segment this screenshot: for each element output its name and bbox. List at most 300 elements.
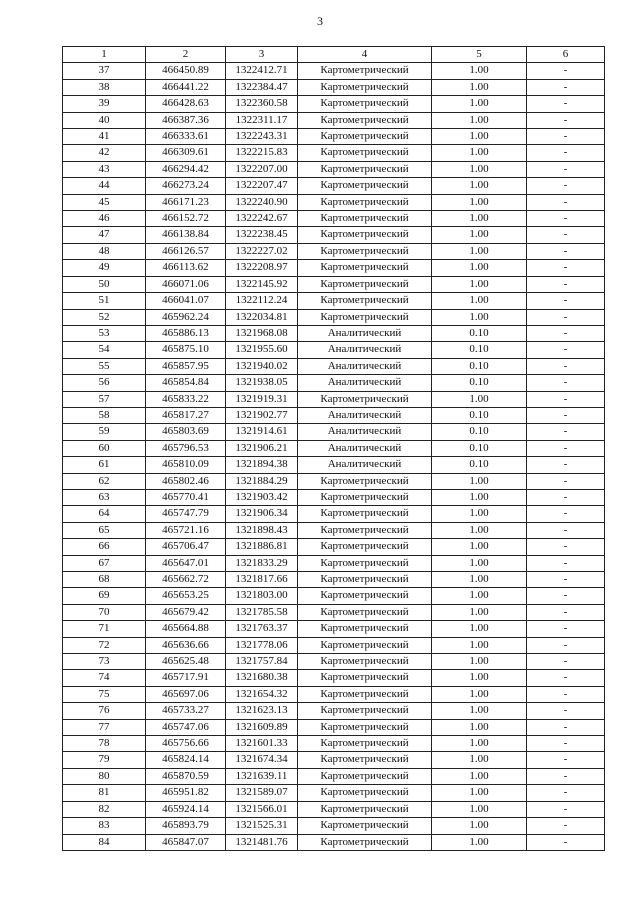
method-cell: Картометрический — [298, 522, 432, 538]
y-coordinate-cell: 1321894.38 — [226, 457, 298, 473]
table-row — [63, 834, 605, 850]
point-number-cell: 56 — [63, 375, 146, 391]
accuracy-cell: 1.00 — [432, 276, 527, 292]
table-row — [63, 63, 605, 79]
method-cell: Картометрический — [298, 752, 432, 768]
point-number-cell: 67 — [63, 555, 146, 571]
accuracy-cell: 1.00 — [432, 63, 527, 79]
column-header-1: 1 — [63, 47, 146, 63]
coordinates-table — [62, 46, 605, 851]
table-row — [63, 161, 605, 177]
table-body — [63, 63, 605, 851]
note-cell: - — [527, 407, 605, 423]
method-cell: Картометрический — [298, 654, 432, 670]
table-row — [63, 260, 605, 276]
table-row — [63, 768, 605, 784]
method-cell: Картометрический — [298, 703, 432, 719]
accuracy-cell: 1.00 — [432, 604, 527, 620]
y-coordinate-cell: 1321623.13 — [226, 703, 298, 719]
note-cell: - — [527, 489, 605, 505]
note-cell: - — [527, 276, 605, 292]
table-row — [63, 293, 605, 309]
table-row — [63, 539, 605, 555]
y-coordinate-cell: 1321955.60 — [226, 342, 298, 358]
point-number-cell: 49 — [63, 260, 146, 276]
point-number-cell: 74 — [63, 670, 146, 686]
y-coordinate-cell: 1321898.43 — [226, 522, 298, 538]
point-number-cell: 65 — [63, 522, 146, 538]
y-coordinate-cell: 1321674.34 — [226, 752, 298, 768]
y-coordinate-cell: 1321654.32 — [226, 686, 298, 702]
method-cell: Картометрический — [298, 227, 432, 243]
table-row — [63, 473, 605, 489]
x-coordinate-cell: 465893.79 — [146, 818, 226, 834]
table-row — [63, 243, 605, 259]
table-row — [63, 506, 605, 522]
note-cell: - — [527, 112, 605, 128]
point-number-cell: 60 — [63, 440, 146, 456]
note-cell: - — [527, 736, 605, 752]
point-number-cell: 48 — [63, 243, 146, 259]
note-cell: - — [527, 161, 605, 177]
accuracy-cell: 1.00 — [432, 129, 527, 145]
accuracy-cell: 1.00 — [432, 211, 527, 227]
note-cell: - — [527, 243, 605, 259]
accuracy-cell: 1.00 — [432, 194, 527, 210]
x-coordinate-cell: 465796.53 — [146, 440, 226, 456]
x-coordinate-cell: 465770.41 — [146, 489, 226, 505]
accuracy-cell: 1.00 — [432, 670, 527, 686]
accuracy-cell: 1.00 — [432, 539, 527, 555]
x-coordinate-cell: 465802.46 — [146, 473, 226, 489]
note-cell: - — [527, 506, 605, 522]
note-cell: - — [527, 194, 605, 210]
table-row — [63, 325, 605, 341]
point-number-cell: 51 — [63, 293, 146, 309]
x-coordinate-cell: 466441.22 — [146, 79, 226, 95]
point-number-cell: 57 — [63, 391, 146, 407]
column-header-6: 6 — [527, 47, 605, 63]
table-row — [63, 703, 605, 719]
method-cell: Аналитический — [298, 342, 432, 358]
y-coordinate-cell: 1321919.31 — [226, 391, 298, 407]
y-coordinate-cell: 1321763.37 — [226, 621, 298, 637]
accuracy-cell: 1.00 — [432, 391, 527, 407]
note-cell: - — [527, 686, 605, 702]
table-header — [63, 47, 605, 63]
point-number-cell: 80 — [63, 768, 146, 784]
table-row — [63, 211, 605, 227]
column-header-2: 2 — [146, 47, 226, 63]
table-row — [63, 129, 605, 145]
y-coordinate-cell: 1321525.31 — [226, 818, 298, 834]
note-cell: - — [527, 211, 605, 227]
method-cell: Картометрический — [298, 178, 432, 194]
x-coordinate-cell: 465706.47 — [146, 539, 226, 555]
accuracy-cell: 0.10 — [432, 407, 527, 423]
point-number-cell: 38 — [63, 79, 146, 95]
y-coordinate-cell: 1321886.81 — [226, 539, 298, 555]
method-cell: Картометрический — [298, 211, 432, 227]
method-cell: Аналитический — [298, 407, 432, 423]
x-coordinate-cell: 465747.06 — [146, 719, 226, 735]
x-coordinate-cell: 466113.62 — [146, 260, 226, 276]
method-cell: Картометрический — [298, 572, 432, 588]
x-coordinate-cell: 466138.84 — [146, 227, 226, 243]
x-coordinate-cell: 465653.25 — [146, 588, 226, 604]
method-cell: Картометрический — [298, 539, 432, 555]
x-coordinate-cell: 465625.48 — [146, 654, 226, 670]
y-coordinate-cell: 1321757.84 — [226, 654, 298, 670]
method-cell: Картометрический — [298, 309, 432, 325]
method-cell: Картометрический — [298, 391, 432, 407]
point-number-cell: 81 — [63, 785, 146, 801]
accuracy-cell: 1.00 — [432, 785, 527, 801]
x-coordinate-cell: 465733.27 — [146, 703, 226, 719]
x-coordinate-cell: 465951.82 — [146, 785, 226, 801]
x-coordinate-cell: 465636.66 — [146, 637, 226, 653]
note-cell: - — [527, 555, 605, 571]
y-coordinate-cell: 1321609.89 — [226, 719, 298, 735]
x-coordinate-cell: 465817.27 — [146, 407, 226, 423]
x-coordinate-cell: 465717.91 — [146, 670, 226, 686]
y-coordinate-cell: 1322208.97 — [226, 260, 298, 276]
accuracy-cell: 1.00 — [432, 834, 527, 850]
x-coordinate-cell: 465810.09 — [146, 457, 226, 473]
note-cell: - — [527, 801, 605, 817]
method-cell: Аналитический — [298, 325, 432, 341]
y-coordinate-cell: 1321785.58 — [226, 604, 298, 620]
page-number: 3 — [317, 14, 323, 28]
point-number-cell: 41 — [63, 129, 146, 145]
table-row — [63, 785, 605, 801]
y-coordinate-cell: 1321481.76 — [226, 834, 298, 850]
accuracy-cell: 1.00 — [432, 801, 527, 817]
note-cell: - — [527, 145, 605, 161]
note-cell: - — [527, 178, 605, 194]
accuracy-cell: 1.00 — [432, 719, 527, 735]
y-coordinate-cell: 1322384.47 — [226, 79, 298, 95]
accuracy-cell: 1.00 — [432, 161, 527, 177]
x-coordinate-cell: 466041.07 — [146, 293, 226, 309]
table-row — [63, 96, 605, 112]
note-cell: - — [527, 522, 605, 538]
method-cell: Картометрический — [298, 145, 432, 161]
accuracy-cell: 1.00 — [432, 473, 527, 489]
note-cell: - — [527, 440, 605, 456]
table-row — [63, 637, 605, 653]
point-number-cell: 61 — [63, 457, 146, 473]
note-cell: - — [527, 375, 605, 391]
x-coordinate-cell: 465833.22 — [146, 391, 226, 407]
method-cell: Картометрический — [298, 604, 432, 620]
point-number-cell: 72 — [63, 637, 146, 653]
method-cell: Картометрический — [298, 194, 432, 210]
y-coordinate-cell: 1321566.01 — [226, 801, 298, 817]
note-cell: - — [527, 63, 605, 79]
point-number-cell: 43 — [63, 161, 146, 177]
note-cell: - — [527, 424, 605, 440]
method-cell: Картометрический — [298, 161, 432, 177]
point-number-cell: 45 — [63, 194, 146, 210]
accuracy-cell: 1.00 — [432, 555, 527, 571]
column-header-4: 4 — [298, 47, 432, 63]
method-cell: Картометрический — [298, 834, 432, 850]
x-coordinate-cell: 465854.84 — [146, 375, 226, 391]
x-coordinate-cell: 466333.61 — [146, 129, 226, 145]
table-row — [63, 604, 605, 620]
y-coordinate-cell: 1322215.83 — [226, 145, 298, 161]
table-row — [63, 276, 605, 292]
y-coordinate-cell: 1321968.08 — [226, 325, 298, 341]
table-row — [63, 670, 605, 686]
table-row — [63, 489, 605, 505]
method-cell: Картометрический — [298, 719, 432, 735]
table-row — [63, 178, 605, 194]
method-cell: Картометрический — [298, 588, 432, 604]
header-row — [63, 47, 605, 63]
note-cell: - — [527, 129, 605, 145]
x-coordinate-cell: 465662.72 — [146, 572, 226, 588]
note-cell: - — [527, 572, 605, 588]
y-coordinate-cell: 1322242.67 — [226, 211, 298, 227]
point-number-cell: 76 — [63, 703, 146, 719]
point-number-cell: 68 — [63, 572, 146, 588]
point-number-cell: 73 — [63, 654, 146, 670]
y-coordinate-cell: 1321680.38 — [226, 670, 298, 686]
point-number-cell: 53 — [63, 325, 146, 341]
accuracy-cell: 1.00 — [432, 818, 527, 834]
point-number-cell: 40 — [63, 112, 146, 128]
y-coordinate-cell: 1322240.90 — [226, 194, 298, 210]
table-row — [63, 227, 605, 243]
y-coordinate-cell: 1322311.17 — [226, 112, 298, 128]
x-coordinate-cell: 466126.57 — [146, 243, 226, 259]
note-cell: - — [527, 604, 605, 620]
x-coordinate-cell: 465679.42 — [146, 604, 226, 620]
point-number-cell: 64 — [63, 506, 146, 522]
y-coordinate-cell: 1322145.92 — [226, 276, 298, 292]
x-coordinate-cell: 465803.69 — [146, 424, 226, 440]
y-coordinate-cell: 1322243.31 — [226, 129, 298, 145]
method-cell: Аналитический — [298, 457, 432, 473]
table-row — [63, 522, 605, 538]
accuracy-cell: 1.00 — [432, 112, 527, 128]
accuracy-cell: 1.00 — [432, 243, 527, 259]
table-row — [63, 654, 605, 670]
y-coordinate-cell: 1321589.07 — [226, 785, 298, 801]
y-coordinate-cell: 1322360.58 — [226, 96, 298, 112]
accuracy-cell: 1.00 — [432, 260, 527, 276]
point-number-cell: 83 — [63, 818, 146, 834]
method-cell: Картометрический — [298, 276, 432, 292]
table-row — [63, 358, 605, 374]
table-row — [63, 801, 605, 817]
method-cell: Картометрический — [298, 489, 432, 505]
y-coordinate-cell: 1321906.21 — [226, 440, 298, 456]
method-cell: Картометрический — [298, 112, 432, 128]
table-row — [63, 145, 605, 161]
y-coordinate-cell: 1322238.45 — [226, 227, 298, 243]
note-cell: - — [527, 96, 605, 112]
method-cell: Аналитический — [298, 440, 432, 456]
x-coordinate-cell: 465697.06 — [146, 686, 226, 702]
point-number-cell: 63 — [63, 489, 146, 505]
x-coordinate-cell: 466309.61 — [146, 145, 226, 161]
x-coordinate-cell: 465664.88 — [146, 621, 226, 637]
note-cell: - — [527, 391, 605, 407]
note-cell: - — [527, 670, 605, 686]
accuracy-cell: 1.00 — [432, 703, 527, 719]
point-number-cell: 44 — [63, 178, 146, 194]
table-row — [63, 375, 605, 391]
point-number-cell: 55 — [63, 358, 146, 374]
note-cell: - — [527, 621, 605, 637]
y-coordinate-cell: 1321778.06 — [226, 637, 298, 653]
accuracy-cell: 1.00 — [432, 227, 527, 243]
accuracy-cell: 1.00 — [432, 522, 527, 538]
accuracy-cell: 0.10 — [432, 342, 527, 358]
method-cell: Картометрический — [298, 129, 432, 145]
method-cell: Аналитический — [298, 424, 432, 440]
y-coordinate-cell: 1321817.66 — [226, 572, 298, 588]
accuracy-cell: 1.00 — [432, 145, 527, 161]
table-row — [63, 736, 605, 752]
accuracy-cell: 1.00 — [432, 309, 527, 325]
accuracy-cell: 1.00 — [432, 572, 527, 588]
accuracy-cell: 1.00 — [432, 79, 527, 95]
accuracy-cell: 1.00 — [432, 489, 527, 505]
point-number-cell: 79 — [63, 752, 146, 768]
table-row — [63, 194, 605, 210]
table-row — [63, 752, 605, 768]
method-cell: Картометрический — [298, 818, 432, 834]
method-cell: Аналитический — [298, 375, 432, 391]
method-cell: Картометрический — [298, 293, 432, 309]
accuracy-cell: 1.00 — [432, 293, 527, 309]
note-cell: - — [527, 768, 605, 784]
accuracy-cell: 0.10 — [432, 440, 527, 456]
note-cell: - — [527, 588, 605, 604]
method-cell: Картометрический — [298, 63, 432, 79]
x-coordinate-cell: 465886.13 — [146, 325, 226, 341]
method-cell: Картометрический — [298, 670, 432, 686]
table-row — [63, 555, 605, 571]
y-coordinate-cell: 1322112.24 — [226, 293, 298, 309]
y-coordinate-cell: 1321833.29 — [226, 555, 298, 571]
accuracy-cell: 0.10 — [432, 358, 527, 374]
x-coordinate-cell: 465747.79 — [146, 506, 226, 522]
point-number-cell: 71 — [63, 621, 146, 637]
note-cell: - — [527, 79, 605, 95]
y-coordinate-cell: 1321906.34 — [226, 506, 298, 522]
note-cell: - — [527, 358, 605, 374]
method-cell: Аналитический — [298, 358, 432, 374]
point-number-cell: 52 — [63, 309, 146, 325]
x-coordinate-cell: 465875.10 — [146, 342, 226, 358]
note-cell: - — [527, 703, 605, 719]
table-row — [63, 424, 605, 440]
table-row — [63, 572, 605, 588]
note-cell: - — [527, 637, 605, 653]
accuracy-cell: 0.10 — [432, 424, 527, 440]
table-row — [63, 621, 605, 637]
point-number-cell: 75 — [63, 686, 146, 702]
point-number-cell: 69 — [63, 588, 146, 604]
x-coordinate-cell: 466450.89 — [146, 63, 226, 79]
point-number-cell: 39 — [63, 96, 146, 112]
y-coordinate-cell: 1321601.33 — [226, 736, 298, 752]
x-coordinate-cell: 465647.01 — [146, 555, 226, 571]
x-coordinate-cell: 466071.06 — [146, 276, 226, 292]
x-coordinate-cell: 465847.07 — [146, 834, 226, 850]
point-number-cell: 58 — [63, 407, 146, 423]
table-row — [63, 112, 605, 128]
note-cell: - — [527, 539, 605, 555]
accuracy-cell: 1.00 — [432, 506, 527, 522]
method-cell: Картометрический — [298, 621, 432, 637]
note-cell: - — [527, 309, 605, 325]
method-cell: Картометрический — [298, 686, 432, 702]
accuracy-cell: 1.00 — [432, 654, 527, 670]
y-coordinate-cell: 1321940.02 — [226, 358, 298, 374]
accuracy-cell: 1.00 — [432, 736, 527, 752]
table-row — [63, 686, 605, 702]
method-cell: Картометрический — [298, 801, 432, 817]
y-coordinate-cell: 1321938.05 — [226, 375, 298, 391]
table-row — [63, 719, 605, 735]
accuracy-cell: 0.10 — [432, 375, 527, 391]
point-number-cell: 47 — [63, 227, 146, 243]
accuracy-cell: 1.00 — [432, 752, 527, 768]
note-cell: - — [527, 654, 605, 670]
y-coordinate-cell: 1322207.47 — [226, 178, 298, 194]
accuracy-cell: 1.00 — [432, 686, 527, 702]
method-cell: Картометрический — [298, 768, 432, 784]
point-number-cell: 84 — [63, 834, 146, 850]
method-cell: Картометрический — [298, 79, 432, 95]
accuracy-cell: 0.10 — [432, 457, 527, 473]
table-row — [63, 342, 605, 358]
note-cell: - — [527, 473, 605, 489]
note-cell: - — [527, 818, 605, 834]
x-coordinate-cell: 465924.14 — [146, 801, 226, 817]
note-cell: - — [527, 325, 605, 341]
method-cell: Картометрический — [298, 555, 432, 571]
x-coordinate-cell: 466294.42 — [146, 161, 226, 177]
note-cell: - — [527, 719, 605, 735]
column-header-3: 3 — [226, 47, 298, 63]
x-coordinate-cell: 465857.95 — [146, 358, 226, 374]
table-row — [63, 391, 605, 407]
x-coordinate-cell: 465962.24 — [146, 309, 226, 325]
x-coordinate-cell: 466387.36 — [146, 112, 226, 128]
point-number-cell: 82 — [63, 801, 146, 817]
y-coordinate-cell: 1322412.71 — [226, 63, 298, 79]
y-coordinate-cell: 1321902.77 — [226, 407, 298, 423]
y-coordinate-cell: 1322207.00 — [226, 161, 298, 177]
method-cell: Картометрический — [298, 473, 432, 489]
point-number-cell: 37 — [63, 63, 146, 79]
y-coordinate-cell: 1322227.02 — [226, 243, 298, 259]
x-coordinate-cell: 466273.24 — [146, 178, 226, 194]
method-cell: Картометрический — [298, 260, 432, 276]
method-cell: Картометрический — [298, 637, 432, 653]
point-number-cell: 59 — [63, 424, 146, 440]
note-cell: - — [527, 227, 605, 243]
accuracy-cell: 1.00 — [432, 588, 527, 604]
x-coordinate-cell: 466428.63 — [146, 96, 226, 112]
